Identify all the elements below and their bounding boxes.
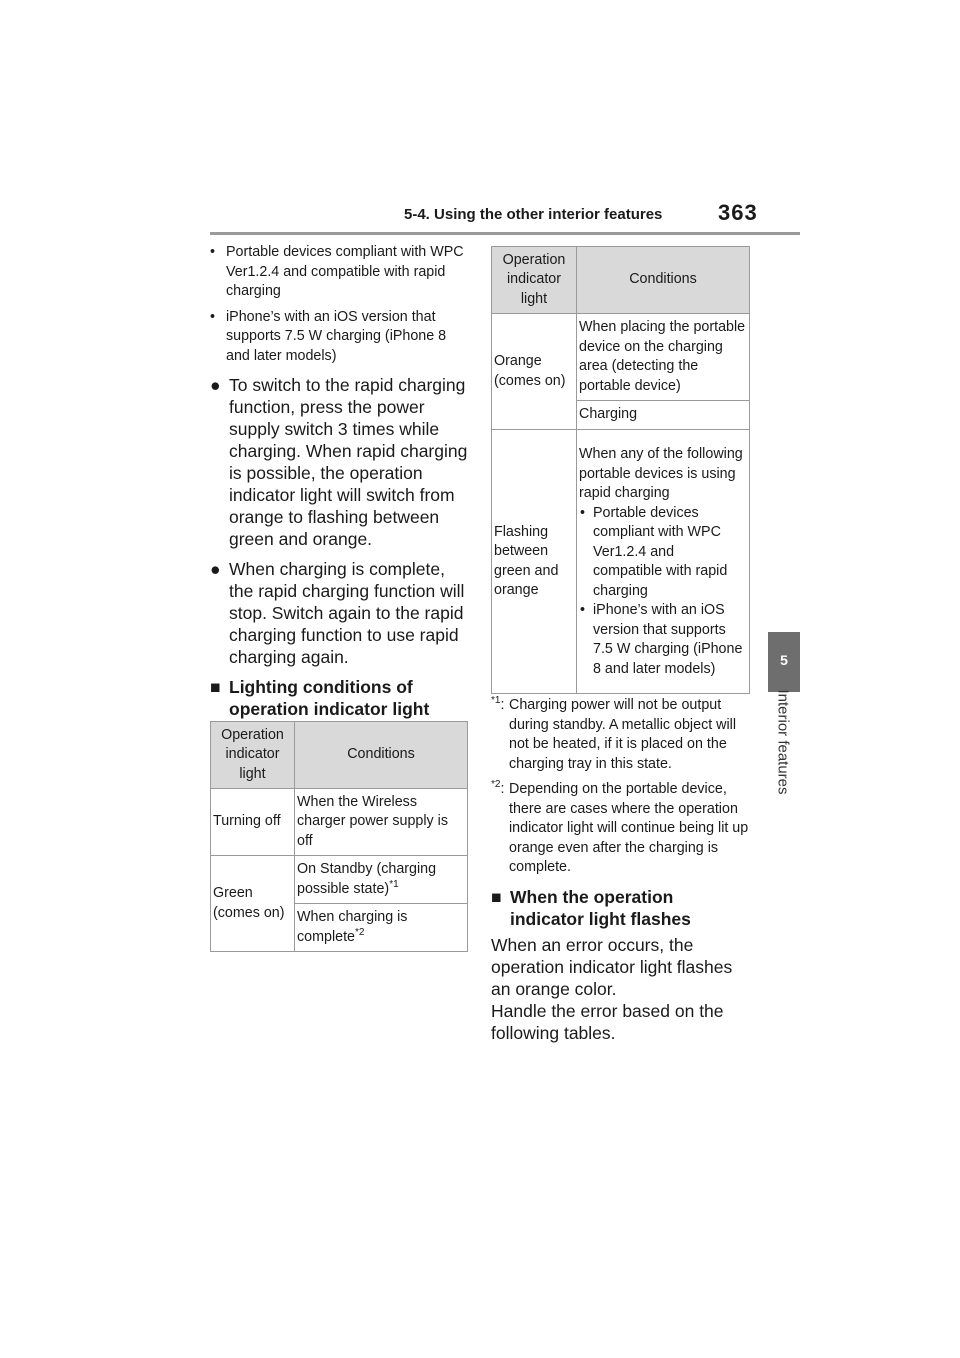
bullet-item: • Portable devices compliant with WPC Ver1.2.4 and compatible with rapid charging — [210, 244, 464, 299]
paragraph: Handle the error based on the following tables. — [491, 1000, 724, 1043]
header-cell: Conditions — [295, 722, 468, 789]
light-cell: Turning off — [211, 789, 295, 856]
chapter-number: 5 — [780, 652, 788, 668]
section-heading: ■ When the operation indicator light flashes — [491, 886, 691, 929]
header-cell: Operation indicator light — [492, 247, 577, 314]
table-row — [211, 789, 468, 856]
footnote: $^{*1}$: Charging power will not be output during standby. A metallic object will not be heated, if it is placed on the charging tray in this state. — [491, 695, 737, 772]
device-list — [579, 504, 747, 680]
chapter-label: Interior features — [774, 689, 792, 795]
condition-cell: When the Wireless charger power supply is off — [295, 789, 468, 856]
list-item: • iPhone’s with an iOS version that supports 7.5 W charging (iPhone 8 and later models) — [580, 602, 743, 677]
light-cell: Flashing between green and orange — [492, 430, 577, 694]
header-cell: Conditions — [577, 247, 750, 314]
condition-cell: On Standby (charging possible state)$^{*1}$ — [295, 856, 468, 904]
indicator-conditions-table — [491, 246, 750, 694]
header-rule — [210, 232, 800, 235]
table-row — [492, 430, 750, 694]
table-header-row — [492, 247, 750, 314]
right-notes — [491, 696, 751, 1044]
section-heading: ■ Lighting conditions of operation indicator light — [210, 677, 430, 719]
bullet-item: • iPhone’s with an iOS version that supports 7.5 W charging (iPhone 8 and later models) — [210, 308, 447, 364]
left-column — [210, 243, 468, 720]
table-header-row — [211, 722, 468, 789]
footnote: $^{*2}$: Depending on the portable device, there are cases where the operation indicator light will continue being lit up orange even after the charging is complete. — [491, 779, 749, 875]
light-cell: Green (comes on) — [211, 856, 295, 952]
condition-cell: When placing the portable device on the charging area (detecting the portable device) — [577, 314, 750, 401]
section-header: 5-4. Using the other interior features — [404, 206, 663, 223]
header-cell: Operation indicator light — [211, 722, 295, 789]
page-number: 363 — [718, 200, 758, 225]
list-item: • Portable devices compliant with WPC Ver1.2.4 and compatible with rapid charging — [580, 504, 728, 599]
paragraph: When an error occurs, the operation indicator light flashes an orange color. — [491, 934, 733, 999]
light-cell: Orange (comes on) — [492, 314, 577, 430]
dot-item: ● To switch to the rapid charging function, press the power supply switch 3 times while charging. When rapid charging is possible, the operation indicator light will switch from orange to flashing between green and orange. — [210, 375, 468, 549]
table-row — [211, 856, 468, 904]
lighting-conditions-table — [210, 721, 468, 952]
condition-cell: Charging — [577, 401, 750, 430]
condition-cell: When charging is complete$^{*2}$ — [295, 904, 468, 952]
condition-cell: When any of the following portable devices is using rapid charging • Portable devices compliant with WPC Ver1.2.4 and compatible with rapid charging • iPhone’s with an iOS version that supports 7.5 W charging (iPhone 8 and later models) — [577, 430, 750, 694]
table-row — [492, 314, 750, 401]
dot-item: ● When charging is complete, the rapid charging function will stop. Switch again to the rapid charging function to use rapid charging again. — [210, 559, 465, 667]
